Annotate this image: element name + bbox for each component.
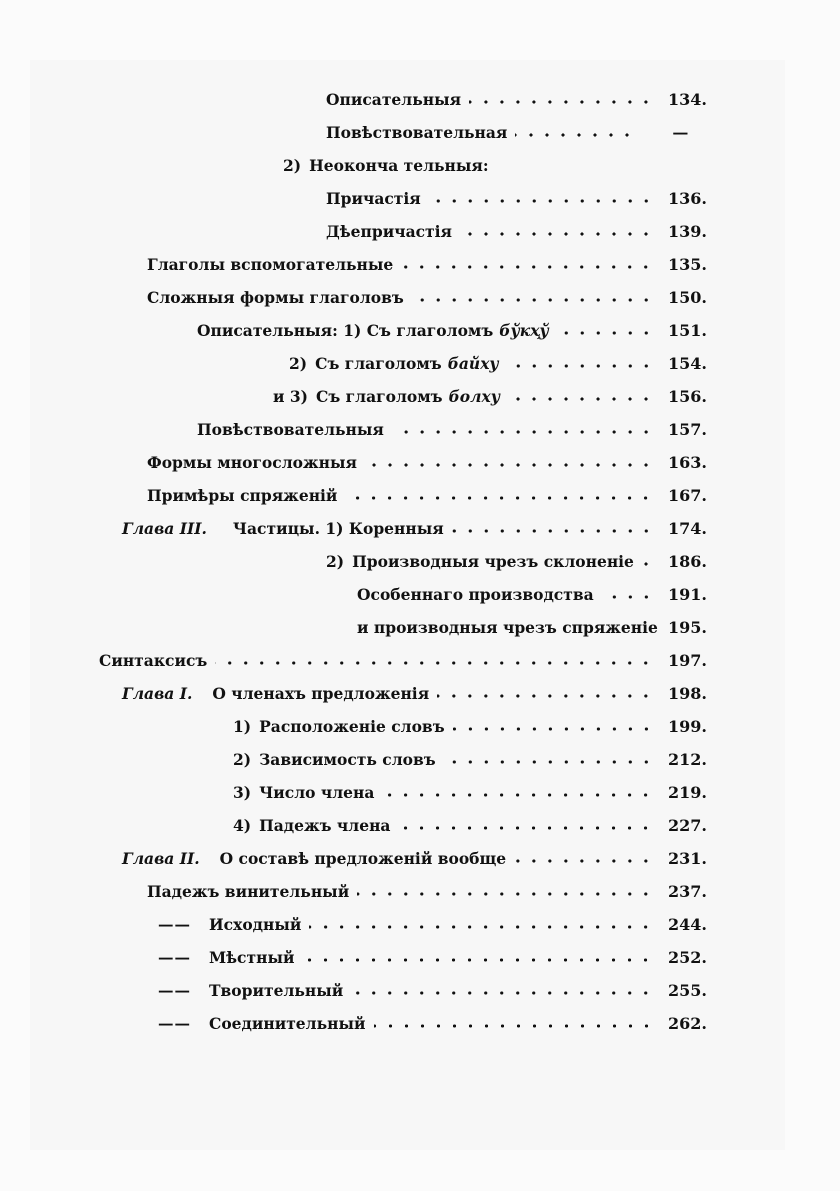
toc-entry-page: 163. <box>668 453 707 472</box>
toc-entry-title: Описательныя <box>326 90 462 109</box>
toc-entry-title-italic: байху <box>447 354 499 373</box>
toc-entry-page: 150. <box>668 288 707 307</box>
dot-leader <box>401 264 654 270</box>
toc-entry-page: 186. <box>668 552 707 571</box>
toc-entry <box>0 216 707 248</box>
toc-entry <box>0 744 707 776</box>
toc-entry-title-italic: бўкҳў <box>499 321 549 340</box>
toc-entry-page: 212. <box>668 750 707 769</box>
dot-leader <box>642 561 654 567</box>
toc-entry-page: — <box>672 123 689 142</box>
dot-leader <box>382 792 654 798</box>
toc-entry <box>0 711 707 743</box>
toc-entry-number: 2) <box>283 156 302 175</box>
toc-entry <box>0 480 707 512</box>
toc-entry <box>0 942 707 974</box>
toc-entry <box>0 810 707 842</box>
toc-entry <box>0 414 707 446</box>
dot-leader <box>392 429 654 435</box>
toc-entry <box>0 975 707 1007</box>
toc-entry-number: 3) <box>233 783 252 802</box>
toc-entry-title: Описательныя: 1) Съ глаголомъ <box>197 321 494 340</box>
toc-entry <box>0 777 707 809</box>
toc-entry-title: Съ глаголомъ <box>316 387 443 406</box>
dot-leader <box>429 198 654 204</box>
dot-leader <box>469 99 654 105</box>
toc-entry <box>0 1008 707 1040</box>
toc-entry <box>0 843 707 875</box>
toc-entry-title: Падежъ винительный <box>147 882 350 901</box>
toc-entry-page: 156. <box>668 387 707 406</box>
toc-entry-number: 2) <box>326 552 345 571</box>
toc-entry-title: Падежъ члена <box>259 816 391 835</box>
toc-entry <box>0 876 707 908</box>
toc-entry-page: 135. <box>668 255 707 274</box>
toc-entry <box>0 381 707 413</box>
toc-entry-page: 219. <box>668 783 707 802</box>
ditto-dash: —— <box>158 981 191 1000</box>
dot-leader <box>412 297 654 303</box>
toc-entry <box>0 909 707 941</box>
toc-entry-page: 252. <box>668 948 707 967</box>
toc-entry-number: 2) <box>289 354 308 373</box>
dot-leader <box>215 660 654 666</box>
dot-leader <box>507 363 654 369</box>
toc-entry-page: 167. <box>668 486 707 505</box>
dot-leader <box>602 594 654 600</box>
toc-entry-title: Синтаксисъ <box>99 651 208 670</box>
dot-leader <box>374 1023 655 1029</box>
toc-entry-page: 262. <box>668 1014 707 1033</box>
toc-entry-page: 157. <box>668 420 707 439</box>
toc-entry-page: 198. <box>668 684 707 703</box>
toc-entry-title: Съ глаголомъ <box>315 354 442 373</box>
toc-entry-number: 4) <box>233 816 252 835</box>
toc-entry-number: 1) <box>233 717 252 736</box>
toc-entry-title: Расположеніе словъ <box>259 717 445 736</box>
toc-chapter-label: Глава I. <box>122 684 193 703</box>
dot-leader <box>508 396 654 402</box>
toc-entry-title: О составѣ предложеній вообще <box>219 849 507 868</box>
toc-entry-page: 154. <box>668 354 707 373</box>
toc-entry-page: 231. <box>668 849 707 868</box>
toc-chapter-label: Глава III. <box>122 519 207 538</box>
toc-entry <box>0 183 707 215</box>
toc-entry-title: Исходный <box>209 915 302 934</box>
toc-entry <box>0 612 707 644</box>
toc-entry <box>0 678 707 710</box>
toc-entry-page: 151. <box>668 321 707 340</box>
toc-entry-page: 191. <box>668 585 707 604</box>
toc-entry-title: Число члена <box>259 783 375 802</box>
toc-entry <box>0 348 707 380</box>
toc-entry-title: Соединительный <box>209 1014 366 1033</box>
toc-entry-title-italic: болху <box>448 387 500 406</box>
toc-entry-page: 174. <box>668 519 707 538</box>
dot-leader <box>460 231 654 237</box>
toc-entry <box>0 249 707 281</box>
dot-leader <box>351 990 654 996</box>
toc-entry-title: Глаголы вспомогательные <box>147 255 394 274</box>
toc-entry <box>0 645 707 677</box>
dot-leader <box>302 957 654 963</box>
toc-entry-page: 255. <box>668 981 707 1000</box>
toc-entry-page: 237. <box>668 882 707 901</box>
toc-entry-title: Формы многосложныя <box>147 453 357 472</box>
toc-entry-title: Производныя чрезъ склоненіе <box>352 552 634 571</box>
dot-leader <box>515 132 635 138</box>
dot-leader <box>365 462 654 468</box>
toc-entry <box>0 447 707 479</box>
toc-entry <box>0 150 707 182</box>
toc-entry-title: Мѣстный <box>209 948 295 967</box>
toc-entry-title: Неоконча тельныя: <box>309 156 489 175</box>
toc-entry-page: 136. <box>668 189 707 208</box>
dot-leader <box>309 924 654 930</box>
toc-entry-title: Зависимость словъ <box>259 750 436 769</box>
toc-entry-page: 139. <box>668 222 707 241</box>
ditto-dash: —— <box>158 1014 191 1033</box>
dot-leader <box>357 891 654 897</box>
dot-leader <box>345 495 654 501</box>
dot-leader <box>514 858 654 864</box>
dot-leader <box>398 825 654 831</box>
toc-entry-title: Особеннаго производства <box>357 585 594 604</box>
toc-entry-title: Частицы. 1) Коренныя <box>232 519 444 538</box>
dot-leader <box>453 726 654 732</box>
toc-entry-title: Примѣры спряженій <box>147 486 338 505</box>
dot-leader <box>452 528 654 534</box>
toc-entry-title: Дѣепричастія <box>326 222 452 241</box>
toc-chapter-label: Глава II. <box>122 849 200 868</box>
dot-leader <box>444 759 654 765</box>
toc-entry-page: 227. <box>668 816 707 835</box>
toc-entry-page: 199. <box>668 717 707 736</box>
toc-entry-number: и 3) <box>273 387 309 406</box>
ditto-dash: —— <box>158 948 191 967</box>
dot-leader <box>437 693 654 699</box>
toc-entry <box>0 117 707 149</box>
toc-entry <box>0 546 707 578</box>
toc-entry-title: Творительный <box>209 981 344 1000</box>
toc-entry-page: 134. <box>668 90 707 109</box>
toc-entry-title: и производныя чрезъ спряженіе <box>357 618 658 637</box>
toc-entry-number: 2) <box>233 750 252 769</box>
toc-entry <box>0 513 707 545</box>
toc-entry <box>0 579 707 611</box>
ditto-dash: —— <box>158 915 191 934</box>
toc-entry-title: О членахъ предложенія <box>212 684 430 703</box>
toc-entry-page: 197. <box>668 651 707 670</box>
dot-leader <box>557 330 654 336</box>
toc-entry <box>0 315 707 347</box>
toc-entry-page: 244. <box>668 915 707 934</box>
toc-entry <box>0 84 707 116</box>
toc-entry-title: Повѣствовательная <box>326 123 508 142</box>
toc-entry-title: Сложныя формы глаголовъ <box>147 288 404 307</box>
toc-entry-title: Повѣствовательныя <box>197 420 384 439</box>
toc-entry-title: Причастія <box>326 189 421 208</box>
toc-entry <box>0 282 707 314</box>
toc-entry-page: 195. <box>668 618 707 637</box>
